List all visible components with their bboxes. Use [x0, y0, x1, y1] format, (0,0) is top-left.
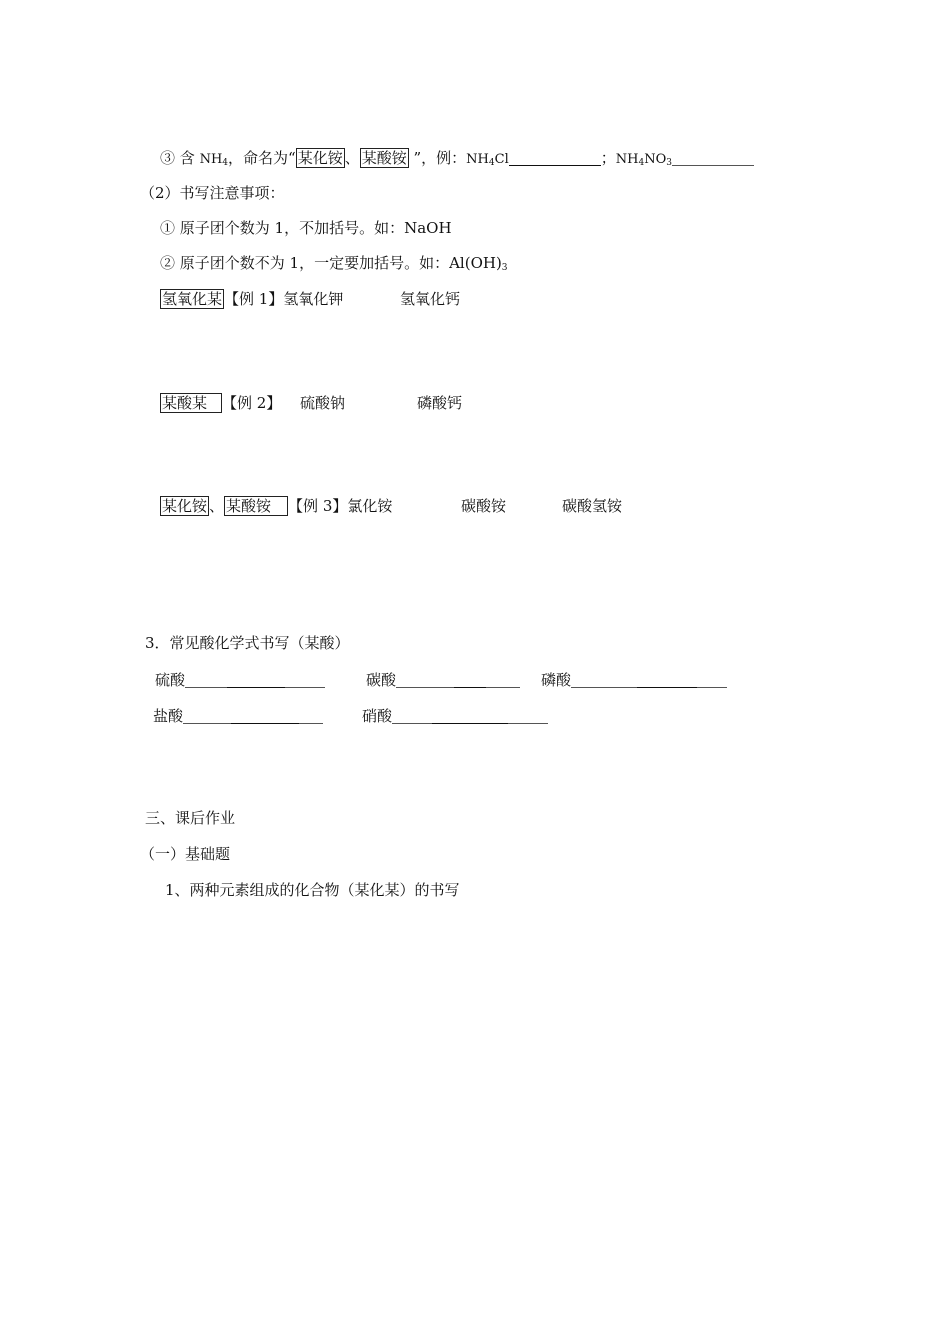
answer-blank-carbonic[interactable] — [454, 673, 486, 688]
example-2-item-1: 硫酸钠 — [300, 394, 346, 412]
example-3-item-3: 碳酸氢铵 — [562, 497, 623, 515]
section-3-heading: 3．常见酸化学式书写（某酸） — [145, 634, 350, 652]
rule-text: ，命名为“ — [228, 149, 296, 167]
homework-sub-heading: （一）基础题 — [140, 845, 231, 863]
rule-text-end: ”，例： — [408, 149, 467, 167]
acid-hydrochloric: 盐酸 — [153, 706, 323, 726]
example-formula-nh4no3: $NH_4NO_3$ — [615, 152, 672, 168]
naming-rule-line: ③ 含 $NH_4$，命名为“ 某化铵 、 某酸铵 ”，例：$NH_4Cl$ ；$NH_4NO_3$ — [160, 148, 754, 173]
example-2-box: 某酸某 — [160, 393, 222, 413]
notes-heading: （2）书写注意事项： — [140, 184, 285, 202]
boxed-term-ammonium-ate: 某酸铵 — [361, 149, 407, 167]
rule-marker: ③ 含 — [160, 149, 195, 167]
example-3-box-2: 某酸铵 — [224, 496, 288, 516]
boxed-term-ammonium-ide: 某化铵 — [297, 149, 343, 167]
separator: 、 — [344, 149, 360, 167]
example-2 — [160, 393, 281, 413]
answer-blank-nh4no3[interactable] — [672, 151, 754, 166]
homework-item-1: 1、两种元素组成的化合物（某化某）的书写 — [165, 881, 460, 899]
answer-blank-nh4cl[interactable] — [509, 151, 601, 166]
acid-carbonic: 碳酸 — [366, 670, 520, 690]
example-formula-nh4cl: $NH_4Cl$ — [466, 152, 509, 168]
answer-blank-sulfuric[interactable] — [227, 673, 285, 688]
example-2-item-2: 磷酸钙 — [417, 394, 463, 412]
homework-heading: 三、课后作业 — [145, 809, 236, 827]
example-1-label: 【例 1】氢氧化钾 — [224, 290, 344, 308]
note-2: ② 原子团个数不为 1，一定要加括号。如：$Al(OH)_3$ — [160, 254, 508, 273]
example-3-label: 【例 3】氯化铵 — [288, 497, 393, 515]
answer-blank-nitric[interactable] — [432, 709, 508, 724]
example-3: 某化铵 、 某酸铵 【例 3】氯化铵 — [162, 497, 393, 515]
example-1 — [160, 289, 343, 309]
example-2-label: 【例 2】 — [222, 394, 282, 412]
example-3-item-2: 碳酸铵 — [461, 497, 507, 515]
example-1-box: 氢氧化某 — [162, 290, 223, 308]
acid-sulfuric: 硫酸 — [155, 670, 325, 690]
example-1-item-2: 氢氧化钙 — [400, 290, 461, 308]
note-1: ① 原子团个数为 1，不加括号。如：NaOH — [160, 219, 452, 237]
acid-phosphoric: 磷酸 — [541, 670, 727, 690]
answer-blank-hydrochloric[interactable] — [231, 709, 299, 724]
answer-blank-phosphoric[interactable] — [637, 673, 697, 688]
example-3-box-1: 某化铵 — [162, 497, 208, 515]
ion-formula: $NH_4$ — [199, 152, 229, 168]
acid-nitric: 硝酸 — [362, 706, 548, 726]
